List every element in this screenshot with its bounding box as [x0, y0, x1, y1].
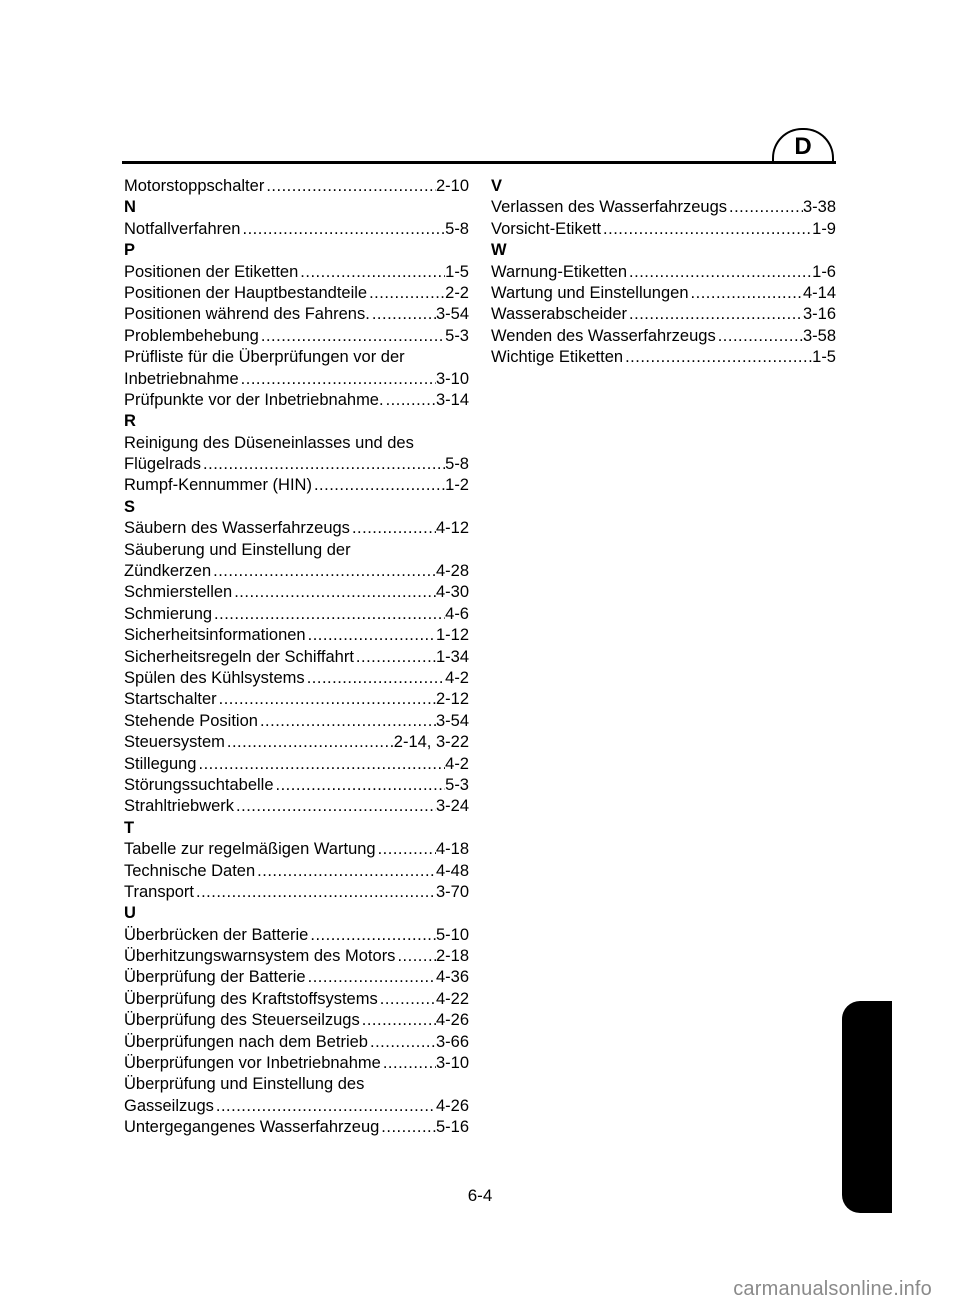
index-entry-page: 1-12: [435, 626, 469, 645]
index-entry-label: Inbetriebnahme: [124, 369, 239, 388]
index-entry-label: Warnung-Etiketten: [491, 262, 628, 281]
index-entry-page: 3-54: [435, 711, 469, 730]
index-entry-page: 2-2: [445, 283, 469, 302]
index-entry: [124, 925, 469, 946]
dot-leader: [240, 219, 445, 240]
index-letter-heading: N: [124, 198, 136, 217]
index-entry-page: 4-26: [435, 1011, 469, 1030]
index-entry-label: Rumpf-Kennummer (HIN): [124, 476, 312, 495]
index-entry: [124, 1010, 469, 1031]
index-entry-label: Überbrücken der Batterie: [124, 925, 309, 944]
index-entry-label: Stillegung: [124, 754, 197, 773]
section-tab: [842, 1001, 892, 1213]
index-entry: [124, 967, 469, 988]
index-entry: [124, 369, 469, 390]
index-entry: [124, 604, 469, 625]
index-entry-page: 1-9: [812, 219, 836, 238]
index-entry: [491, 197, 836, 218]
dot-leader: [212, 604, 445, 625]
index-entry-label: Schmierung: [124, 604, 213, 623]
index-entry-page: 3-16: [802, 305, 836, 324]
index-letter-heading: T: [124, 818, 135, 837]
dot-leader: [378, 989, 436, 1010]
dot-leader: [727, 197, 803, 218]
index-entry-label: Gasseilzugs: [124, 1096, 214, 1115]
index-entry: [124, 219, 469, 240]
index-entry-page: 1-5: [445, 262, 469, 281]
index-entry-page: 4-12: [435, 519, 469, 538]
index-entry: [124, 989, 469, 1010]
index-letter-heading: V: [491, 177, 503, 195]
dot-leader: [308, 925, 436, 946]
index-entry: [124, 775, 469, 796]
index-entry: [124, 796, 469, 817]
dot-leader: [376, 839, 436, 860]
index-entry-page: 4-22: [435, 989, 469, 1008]
index-entry-label: Stehende Position: [124, 711, 258, 730]
index-entry: [124, 1096, 469, 1117]
dot-leader: [381, 1053, 436, 1074]
index-entry-label: Problembehebung: [124, 326, 259, 345]
index-entry-page: 3-10: [435, 369, 469, 388]
dot-leader: [601, 219, 812, 240]
dot-leader: [368, 1032, 436, 1053]
dot-leader: [367, 283, 445, 304]
dot-leader: [306, 625, 436, 646]
index-entry-label: Flügelrads: [124, 455, 202, 474]
dot-leader: [716, 326, 803, 347]
index-column-left: [124, 176, 469, 1139]
index-entry: [124, 732, 469, 753]
index-letter-heading: P: [124, 241, 136, 260]
index-entry-page: 5-16: [435, 1118, 469, 1137]
index-entry-label: Säubern des Wasserfahrzeugs: [124, 519, 350, 538]
index-entry-page: 3-10: [435, 1054, 469, 1073]
index-entry: [124, 668, 469, 689]
header-rule: [122, 161, 836, 164]
index-entry-page: 2-18: [435, 947, 469, 966]
dot-leader: [214, 1096, 436, 1117]
dot-leader: [379, 1117, 436, 1138]
index-entry-page: 5-10: [435, 925, 469, 944]
index-entry: [124, 946, 469, 967]
index-entry-page: 4-36: [435, 968, 469, 987]
index-entry-page: 4-30: [435, 583, 469, 602]
index-entry-label: Überprüfung des Steuerseilzugs: [124, 1011, 360, 1030]
dot-leader: [211, 561, 436, 582]
index-entry: [491, 262, 836, 283]
index-entry-line: Säuberung und Einstellung der: [124, 540, 351, 559]
index-entry-label: Prüfpunkte vor der Inbetriebnahme.: [124, 390, 384, 409]
watermark: carmanualsonline.info: [733, 1278, 932, 1300]
index-entry-line: Reinigung des Düseneinlasses und des: [124, 433, 414, 452]
index-entry-label: Positionen der Hauptbestandteile: [124, 283, 368, 302]
index-entry-page: 1-2: [445, 476, 469, 495]
index-entry: [124, 1117, 469, 1138]
index-entry-label: Wenden des Wasserfahrzeugs: [491, 326, 716, 345]
language-badge: D: [772, 128, 834, 162]
index-entry-page: 4-6: [445, 604, 469, 623]
index-entry-label: Sicherheitsregeln der Schiffahrt: [124, 647, 354, 666]
index-entry: [124, 582, 469, 603]
index-entry-label: Spülen des Kühlsystems: [124, 668, 305, 687]
index-entry-page: 3-70: [435, 882, 469, 901]
index-letter-heading: U: [124, 904, 136, 923]
index-entry-label: Untergegangenes Wasserfahrzeug: [124, 1118, 380, 1137]
index-entry-page: 4-2: [445, 754, 469, 773]
index-entry-page: 5-8: [445, 455, 469, 474]
index-entry-page: 1-34: [435, 647, 469, 666]
index-letter-heading: S: [124, 497, 136, 516]
dot-leader: [264, 176, 436, 197]
index-entry-page: 4-18: [435, 840, 469, 859]
index-letter-heading: W: [491, 241, 507, 260]
index-entry: [124, 390, 469, 411]
index-entry-page: 4-14: [802, 283, 836, 302]
index-entry: [124, 475, 469, 496]
index-entry-page: 3-58: [802, 326, 836, 345]
index-entry-page: 3-54: [435, 305, 469, 324]
index-entry-page: 5-8: [445, 219, 469, 238]
index-entry-page: 4-28: [435, 562, 469, 581]
index-entry-label: Positionen während des Fahrens.: [124, 305, 370, 324]
index-entry: [124, 262, 469, 283]
index-entry-label: Strahltriebwerk: [124, 797, 235, 816]
index-entry-label: Schmierstellen: [124, 583, 233, 602]
index-entry-page: 5-3: [445, 326, 469, 345]
dot-leader: [201, 454, 445, 475]
index-entry-label: Überprüfung des Kraftstoffsystems: [124, 989, 378, 1008]
index-entry-page: 3-24: [435, 797, 469, 816]
index-entry: [124, 754, 469, 775]
index-entry-page: 2-10: [435, 177, 469, 195]
index-entry-label: Zündkerzen: [124, 562, 212, 581]
index-entry-page: 4-48: [435, 861, 469, 880]
index-entry: [124, 1032, 469, 1053]
index-entry-label: Sicherheitsinformationen: [124, 626, 306, 645]
index-entry-label: Positionen der Etiketten: [124, 262, 299, 281]
index-entry-page: 1-5: [812, 348, 836, 367]
dot-leader: [255, 861, 436, 882]
dot-leader: [217, 689, 436, 710]
dot-leader: [225, 732, 394, 753]
index-entry-label: Steuersystem: [124, 733, 225, 752]
index-entry-line: Prüfliste für die Überprüfungen vor der: [124, 348, 405, 367]
index-entry: [124, 689, 469, 710]
index-entry-page: 5-3: [445, 775, 469, 794]
index-entry-label: Notfallverfahren: [124, 219, 241, 238]
dot-leader: [306, 967, 436, 988]
dot-leader: [354, 647, 436, 668]
dot-leader: [370, 304, 436, 325]
index-entry-page: 3-38: [802, 198, 836, 217]
index-entry-label: Wartung und Einstellungen: [491, 283, 689, 302]
index-entry-label: Verlassen des Wasserfahrzeugs: [491, 198, 728, 217]
dot-leader: [395, 946, 436, 967]
index-entry-page: 3-66: [435, 1032, 469, 1051]
dot-leader: [259, 326, 445, 347]
index-entry-label: Transport: [124, 882, 194, 901]
index-entry-line: Überprüfung und Einstellung des: [124, 1075, 365, 1094]
index-entry: [124, 625, 469, 646]
index-entry-label: Technische Daten: [124, 861, 256, 880]
index-entry: [491, 347, 836, 368]
index-entry-label: Überhitzungswarnsystem des Motors: [124, 947, 396, 966]
index-entry-page: 4-2: [445, 668, 469, 687]
index-entry: [124, 882, 469, 903]
index-entry: [124, 647, 469, 668]
index-entry-label: Wichtige Etiketten: [491, 348, 624, 367]
dot-leader: [627, 304, 803, 325]
index-entry: [124, 861, 469, 882]
index-entry-page: 3-14: [435, 390, 469, 409]
index-letter-heading: R: [124, 412, 136, 431]
dot-leader: [194, 882, 436, 903]
index-entry: [491, 283, 836, 304]
index-entry-label: Tabelle zur regelmäßigen Wartung: [124, 840, 376, 859]
index-entry: [124, 283, 469, 304]
index-entry-label: Überprüfung der Batterie: [124, 968, 306, 987]
index-entry-label: Störungssuchtabelle: [124, 775, 274, 794]
index-entry-label: Überprüfungen nach dem Betrieb: [124, 1032, 368, 1051]
index-entry-page: 2-14, 3-22: [393, 733, 469, 752]
index-entry-label: Startschalter: [124, 690, 217, 709]
dot-leader: [239, 369, 436, 390]
dot-leader: [274, 775, 446, 796]
dot-leader: [312, 475, 445, 496]
dot-leader: [350, 518, 436, 539]
index-entry: [124, 839, 469, 860]
index-entry-label: Überprüfungen vor Inbetriebnahme: [124, 1054, 381, 1073]
dot-leader: [232, 582, 436, 603]
dot-leader: [196, 754, 445, 775]
index-entry-page: 4-26: [435, 1096, 469, 1115]
index-entry: [124, 1053, 469, 1074]
dot-leader: [360, 1010, 436, 1031]
index-entry-page: 1-6: [812, 262, 836, 281]
index-entry-label: Wasserabscheider: [491, 305, 628, 324]
dot-leader: [258, 711, 436, 732]
dot-leader: [305, 668, 445, 689]
dot-leader: [298, 262, 445, 283]
index-column-right: [491, 176, 836, 369]
index-entry: [491, 219, 836, 240]
index-entry: [124, 518, 469, 539]
page-number: 6-4: [467, 1186, 493, 1205]
dot-leader: [384, 390, 436, 411]
dot-leader: [234, 796, 436, 817]
dot-leader: [627, 262, 812, 283]
index-entry: [491, 304, 836, 325]
index-entry: [124, 304, 469, 325]
dot-leader: [623, 347, 812, 368]
index-entry-label: Vorsicht-Etikett: [491, 219, 602, 238]
index-entry: [124, 561, 469, 582]
index-entry: [124, 326, 469, 347]
index-entry: [124, 176, 469, 197]
index-entry: [124, 711, 469, 732]
dot-leader: [689, 283, 803, 304]
index-entry: [491, 326, 836, 347]
index-entry-label: Motorstoppschalter: [124, 177, 265, 195]
index-entry-page: 2-12: [435, 690, 469, 709]
index-entry: [124, 454, 469, 475]
